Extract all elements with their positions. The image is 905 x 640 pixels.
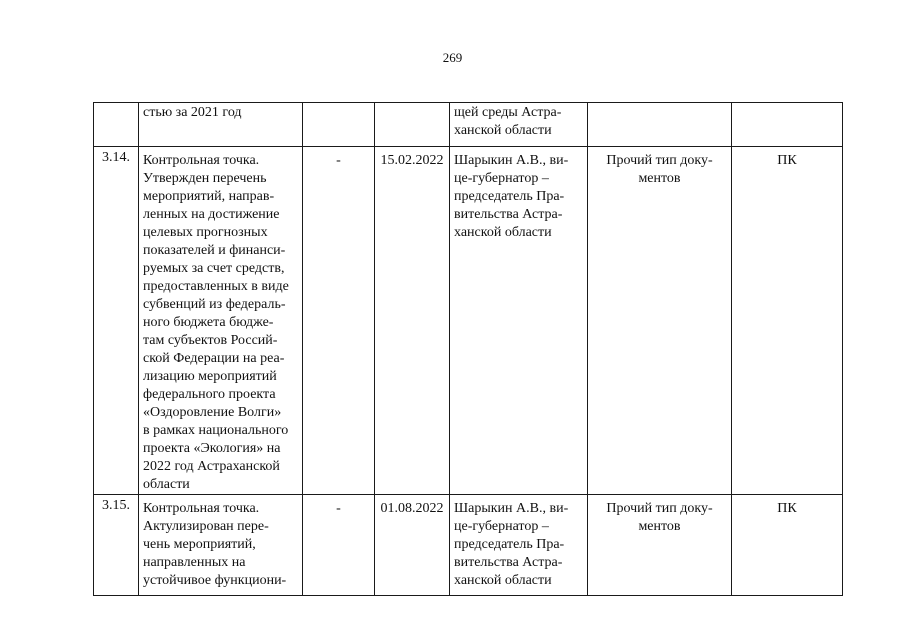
date-cell: 01.08.2022 xyxy=(375,495,450,596)
responsible-line: це-губернатор – xyxy=(454,519,549,534)
description-line: «Оздоровление Волги» xyxy=(143,405,282,420)
responsible-line: це-губернатор – xyxy=(454,171,549,186)
description-cell xyxy=(139,495,303,596)
row-number-cell xyxy=(94,103,139,147)
description-line: предоставленных в виде xyxy=(143,279,289,294)
description-cell xyxy=(139,147,303,495)
responsible-cell xyxy=(450,495,588,596)
description-line: стью за 2021 год xyxy=(143,105,242,120)
description-line: ного бюджета бюдже- xyxy=(143,315,274,330)
responsible-line: ханской области xyxy=(454,123,552,138)
description-line: целевых прогнозных xyxy=(143,225,268,240)
date-cell xyxy=(375,103,450,147)
budget-cell: - xyxy=(303,495,375,596)
description-line: области xyxy=(143,477,190,492)
document-type-cell xyxy=(588,103,732,147)
description-line: ской Федерации на реа- xyxy=(143,351,285,366)
description-line: руемых за счет средств, xyxy=(143,261,285,276)
responsible-line: вительства Астра- xyxy=(454,207,563,222)
responsible-cell xyxy=(450,103,588,147)
table-row xyxy=(94,495,843,596)
document-type-cell xyxy=(588,147,732,495)
description-line: лизацию мероприятий xyxy=(143,369,277,384)
description-line: проекта «Экология» на xyxy=(143,441,281,456)
document-type-line: ментов xyxy=(638,171,681,186)
table-row xyxy=(94,147,843,495)
description-line: устойчивое функциони- xyxy=(143,573,287,588)
description-line: показателей и финанси- xyxy=(143,243,286,258)
system-cell: ПК xyxy=(732,147,843,495)
responsible-line: вительства Астра- xyxy=(454,555,563,570)
responsible-line: председатель Пра- xyxy=(454,537,565,552)
description-line: субвенций из федераль- xyxy=(143,297,286,312)
responsible-cell xyxy=(450,147,588,495)
responsible-line: ханской области xyxy=(454,573,552,588)
description-line: Утвержден перечень xyxy=(143,171,267,186)
responsible-line: щей среды Астра- xyxy=(454,105,562,120)
document-type-line: Прочий тип доку- xyxy=(606,501,713,516)
description-line: направленных на xyxy=(143,555,246,570)
responsible-line: Шарыкин А.В., ви- xyxy=(454,153,569,168)
description-cell xyxy=(139,103,303,147)
row-number-cell: 3.14. xyxy=(94,147,139,495)
description-line: Контрольная точка. xyxy=(143,153,260,168)
responsible-line: ханской области xyxy=(454,225,552,240)
description-line: мероприятий, направ- xyxy=(143,189,275,204)
responsible-line: Шарыкин А.В., ви- xyxy=(454,501,569,516)
date-cell: 15.02.2022 xyxy=(375,147,450,495)
description-line: федерального проекта xyxy=(143,387,276,402)
budget-cell: - xyxy=(303,147,375,495)
row-number-cell: 3.15. xyxy=(94,495,139,596)
description-line: Контрольная точка. xyxy=(143,501,260,516)
document-type-line: Прочий тип доку- xyxy=(606,153,713,168)
document-type-line: ментов xyxy=(638,519,681,534)
system-cell xyxy=(732,103,843,147)
description-line: 2022 год Астраханской xyxy=(143,459,280,474)
description-line: чень мероприятий, xyxy=(143,537,256,552)
description-line: Актулизирован пере- xyxy=(143,519,269,534)
plan-table xyxy=(93,102,843,596)
table-row xyxy=(94,103,843,147)
description-line: там субъектов Россий- xyxy=(143,333,278,348)
responsible-line: председатель Пра- xyxy=(454,189,565,204)
system-cell: ПК xyxy=(732,495,843,596)
description-line: в рамках национального xyxy=(143,423,289,438)
page-number: 269 xyxy=(442,50,463,65)
document-type-cell xyxy=(588,495,732,596)
budget-cell xyxy=(303,103,375,147)
description-line: ленных на достижение xyxy=(143,207,280,222)
